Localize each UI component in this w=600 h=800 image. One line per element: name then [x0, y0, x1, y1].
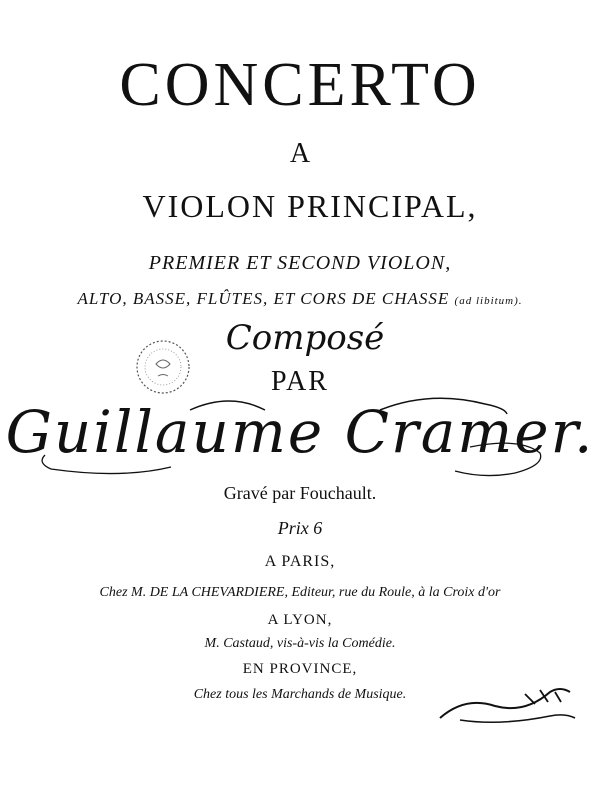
- composer-name: Guillaume Cramer.: [5, 398, 595, 466]
- engraver-line: Gravé par Fouchault.: [223, 483, 377, 503]
- instrumentation-line: [0, 289, 600, 309]
- par-word: PAR: [271, 366, 329, 397]
- lyon-publisher: M. Castaud, vis-à-vis la Comédie.: [204, 636, 396, 651]
- violon-principal: VIOLON PRINCIPAL,: [142, 188, 478, 224]
- signature-mark-icon: [430, 680, 590, 730]
- premier-second-violon: PREMIER ET SECOND VIOLON,: [148, 252, 452, 274]
- province-sellers: Chez tous les Marchands de Musique.: [193, 687, 407, 702]
- paris-heading: A PARIS,: [264, 553, 336, 570]
- paris-publisher: Chez M. DE LA CHEVARDIERE, Editeur, rue du Roule, à la Croix d'or: [99, 585, 501, 600]
- instrumentation-main: ALTO, BASSE, FLÛTES, ET CORS DE CHASSE: [77, 289, 450, 308]
- page-title: CONCERTO: [119, 51, 481, 119]
- ad-libitum: (ad libitum).: [454, 295, 523, 307]
- price-line: Prix 6: [277, 518, 323, 538]
- a-word: A: [289, 138, 311, 169]
- compose-word: Composé: [225, 318, 385, 358]
- lyon-heading: A LYON,: [267, 612, 333, 628]
- province-heading: EN PROVINCE,: [242, 661, 358, 677]
